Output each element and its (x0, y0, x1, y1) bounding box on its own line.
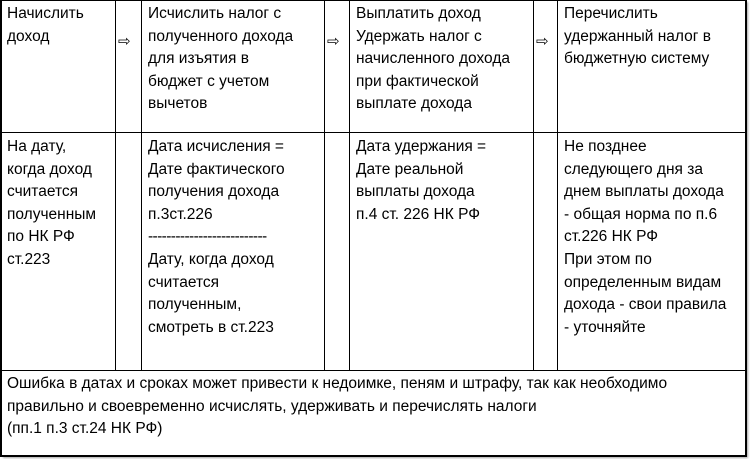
footer-note (7, 373, 743, 441)
cell-text-line: Перечислить (564, 5, 658, 22)
body-cell-transfer-deadline (564, 136, 745, 339)
arrow-right-icon: ⇨ (118, 33, 131, 50)
cell-text-line: выплаты дохода (356, 183, 475, 201)
grid-line (1, 370, 746, 371)
cell-text-line: Дата исчисления = (148, 138, 284, 155)
cell-text-line: п.3ст.226 (148, 205, 213, 223)
grid-line (141, 0, 142, 370)
cell-text-line: Начислить (7, 5, 84, 22)
cell-text-line: При этом по (564, 250, 652, 268)
cell-text-line: для изъятия в (148, 50, 249, 68)
cell-text-line: при фактической (356, 72, 479, 90)
cell-text-line: бюджет с учетом (148, 72, 270, 90)
cell-text-line: п.4 ст. 226 НК РФ (356, 205, 481, 223)
cell-text-line: следующего дня за (564, 160, 703, 178)
grid-line (115, 0, 116, 370)
cell-text-line: дохода - свои правила (564, 296, 727, 314)
footer-text-line: правильно и своевременно исчислять, удерживать и перечислять налоги (7, 397, 537, 415)
grid-line (533, 0, 534, 370)
cell-text-line: - уточняйте (564, 318, 646, 336)
cell-text-line: вычетов (148, 95, 208, 113)
cell-text-line: полученным (7, 205, 97, 223)
cell-text-line: удержанный налог в (564, 27, 711, 45)
cell-text-line: Исчислить налог с (148, 5, 282, 22)
cell-text-line: по НК РФ (7, 228, 75, 246)
body-cell-accrue-date (7, 136, 115, 272)
cell-text-line: считается (148, 273, 220, 291)
cell-text-line: выплате дохода (356, 95, 472, 113)
arrow-right-icon: ⇨ (327, 33, 340, 50)
header-cell-calculate-tax (148, 3, 324, 116)
tax-procedure-table (1, 0, 746, 456)
cell-text-line: бюджетную систему (564, 50, 710, 68)
cell-text-line: Удержать налог с (356, 27, 482, 45)
cell-text-line: Дате реальной (356, 160, 464, 178)
footer-text-line: Ошибка в датах и сроках может привести к недоимке, пеням и штрафу, так как необходимо (7, 375, 668, 392)
grid-line (1, 0, 746, 1)
grid-line (324, 0, 325, 370)
footer-text-line: (пп.1 п.3 ст.24 НК РФ) (7, 420, 163, 438)
cell-text-line: Выплатить доход (356, 5, 481, 22)
grid-line (745, 0, 746, 456)
cell-text-line: ст.226 НК РФ (564, 228, 659, 246)
grid-line (1, 455, 746, 456)
cell-text-line: полученным, (148, 296, 242, 314)
cell-text-line: Дату, когда доход (148, 250, 274, 268)
cell-text-line: полученного дохода (148, 27, 294, 45)
header-cell-accrue-income (7, 3, 115, 48)
grid-line (1, 0, 2, 456)
cell-text-line: - общая норма по п.6 (564, 205, 718, 223)
grid-line (1, 132, 746, 133)
header-cell-transfer-tax (564, 3, 745, 71)
grid-line (557, 0, 558, 370)
cell-text-line: Дата удержания = (356, 138, 487, 155)
cell-text-line: Дате фактического (148, 160, 285, 178)
arrow-right-icon: ⇨ (536, 33, 549, 50)
cell-text-line: считается (7, 183, 79, 201)
cell-text-line: получения дохода (148, 183, 280, 201)
cell-text-line: доход (7, 27, 50, 45)
cell-text-line: когда доход (7, 160, 92, 178)
cell-text-line: Не позднее (564, 138, 647, 155)
body-cell-withholding-date (356, 136, 533, 226)
body-cell-calculation-date (148, 136, 324, 339)
cell-text-line: определенным видам (564, 273, 722, 291)
cell-text-line: начисленного дохода (356, 50, 510, 68)
grid-line (349, 0, 350, 370)
header-cell-pay-income (356, 3, 533, 116)
dashed-separator: -------------------------- (148, 228, 267, 246)
cell-text-line: ст.223 (7, 250, 51, 268)
cell-text-line: На дату, (7, 138, 67, 155)
cell-text-line: днем выплаты дохода (564, 183, 724, 201)
cell-text-line: смотреть в ст.223 (148, 318, 274, 336)
